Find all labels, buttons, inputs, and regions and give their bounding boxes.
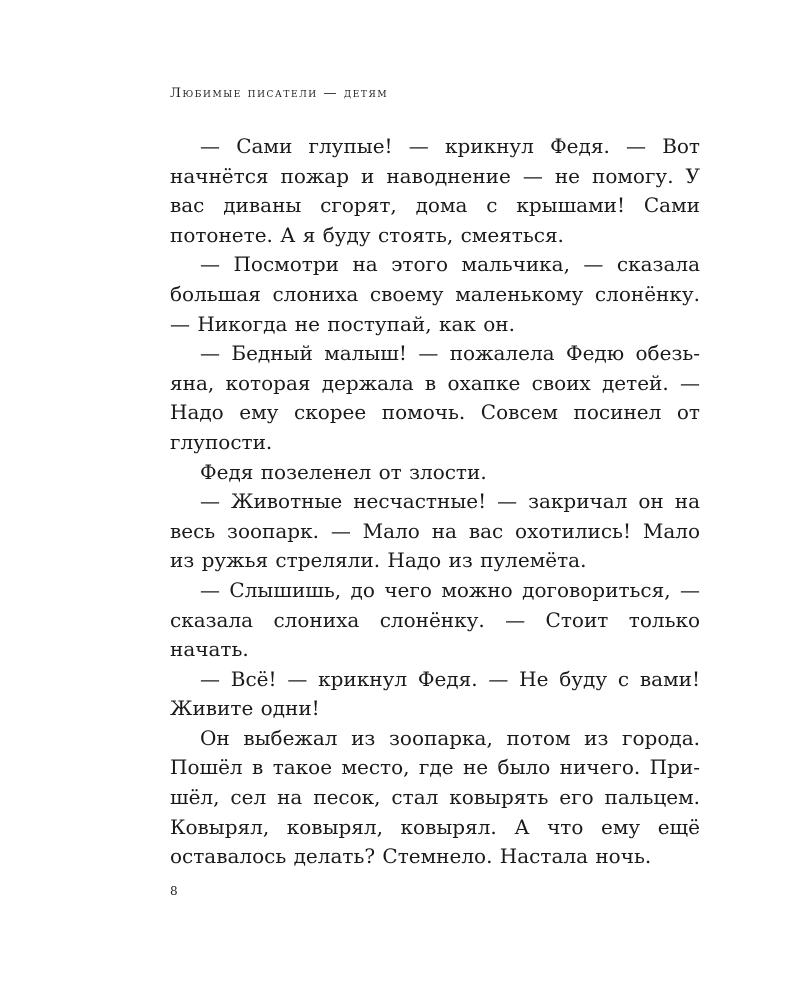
page-body — [170, 132, 700, 872]
paragraph: Он выбежал из зоопарка, потом из города. Пошёл в такое место, где не было ничего. Пришёл, сел на песок, стал ковырять его пальцем. Ковырял, ковырял, ковырял. А что ему ещё оставалось делать? Стемнело. Настала ночь. — [170, 725, 700, 869]
running-head: Любимые писатели — детям — [170, 86, 389, 101]
paragraph: Федя позеленел от злости. — [200, 459, 487, 484]
paragraph: — Бедный малыш! — пожалела Федю обезьяна, которая держала в охапке своих детей. — Надо ему скорее помочь. Совсем посинел от глупости. — [170, 341, 700, 454]
paragraph: — Всё! — крикнул Федя. — Не буду с вами! Живите одни! — [170, 666, 700, 721]
paragraph: — Сами глупые! — крикнул Федя. — Вот начнётся пожар и наводнение — не помогу. У вас диваны сгорят, дома с крышами! Сами потонете. А я буду стоять, смеяться. — [170, 134, 700, 247]
paragraph: — Животные несчастные! — закричал он на весь зоопарк. — Мало на вас охотились! Мало из ружья стреляли. Надо из пулемёта. — [170, 489, 700, 573]
page-number: 8 — [170, 884, 178, 898]
paragraph: — Посмотри на этого мальчика, — сказала большая слониха своему маленькому слонёнку. — Никогда не поступай, как он. — [170, 252, 700, 336]
paragraph: — Слышишь, до чего можно договориться, — сказала слониха слонёнку. — Стоит только начать. — [170, 577, 700, 662]
